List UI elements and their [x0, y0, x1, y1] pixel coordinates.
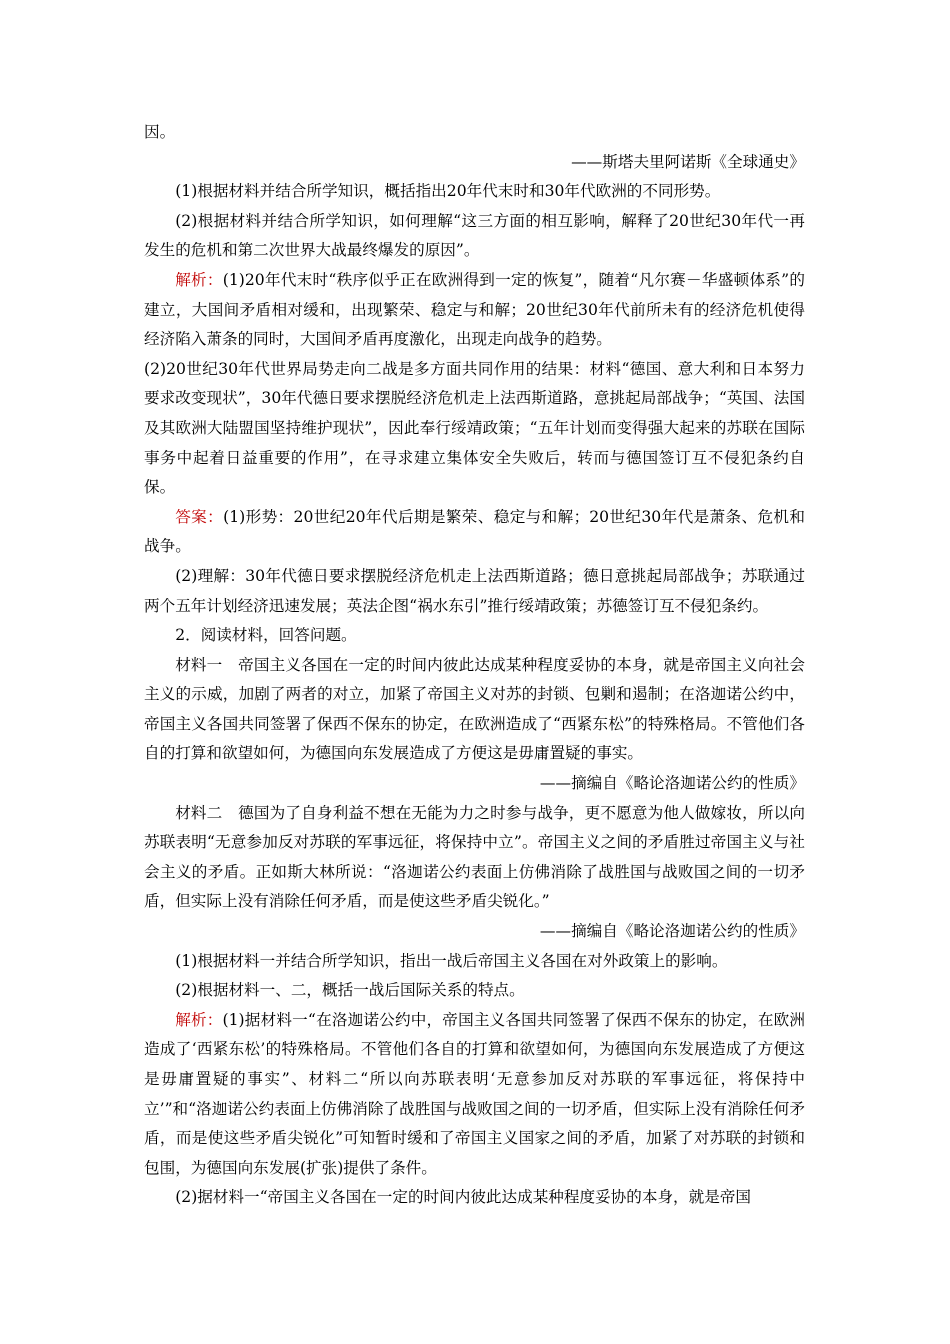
answer-label: 答案： — [175, 507, 224, 526]
analysis-label: 解析： — [175, 1010, 223, 1029]
analysis-label: 解析： — [175, 270, 223, 289]
q1-answer — [144, 503, 805, 562]
q1-analysis-part-1: (1)20年代末时“秩序似乎正在欧洲得到一定的恢复”，随着“凡尔赛－华盛顿体系”的建立，大国间矛盾相对缓和，出现繁荣、稳定与和解；20世纪30年代前所未有的经济危机使得经济陷入萧条的同时，大国间矛盾再度激化，出现走向战争的趋势。 — [144, 270, 805, 349]
q2-material-1: 材料一 帝国主义各国在一定的时间内彼此达成某种程度妥协的本身，就是帝国主义向社会主义的示威，加剧了两者的对立，加紧了帝国主义对苏的封锁、包剿和遏制；在洛迦诺公约中，帝国主义各国共同签署了保西不保东的协定，在欧洲造成了“西紧东松”的特殊格局。不管他们各自的打算和欲望如何，为德国向东发展造成了方便这是毋庸置疑的事实。 — [144, 655, 805, 763]
q1-subquestion-2: (2)根据材料并结合所学知识，如何理解“这三方面的相互影响，解释了20世纪30年代一再发生的危机和第二次世界大战最终爆发的原因”。 — [144, 211, 805, 260]
document-page — [144, 118, 805, 1213]
q1-analysis — [144, 266, 805, 355]
q1-subquestion-1: (1)根据材料并结合所学知识，概括指出20年代末时和30年代欧洲的不同形势。 — [175, 182, 721, 201]
q2-analysis-part-2: (2)据材料一“帝国主义各国在一定的时间内彼此达成某种程度妥协的本身，就是帝国 — [175, 1188, 752, 1207]
q1-answer-part-2: (2)理解：30年代德日要求摆脱经济危机走上法西斯道路；德日意挑起局部战争；苏联通过两个五年计划经济迅速发展；英法企图“祸水东引”推行绥靖政策；苏德签订互不侵犯条约。 — [144, 566, 805, 615]
q1-text-tail: 因。 — [144, 123, 176, 141]
q2-material-2: 材料二 德国为了自身利益不想在无能为力之时参与战争，更不愿意为他人做嫁妆，所以向苏联表明“无意参加反对苏联的军事远征，将保持中立”。帝国主义之间的矛盾胜过帝国主义与社会主义的矛盾。正如斯大林所说：“洛迦诺公约表面上仿佛消除了战胜国与战败国之间的一切矛盾，但实际上没有消除任何矛盾，而是使这些矛盾尖锐化。” — [144, 803, 805, 911]
q2-subquestion-1: (1)根据材料一并结合所学知识，指出一战后帝国主义各国在对外政策上的影响。 — [175, 951, 728, 970]
q2-analysis-part-1: (1)据材料一“在洛迦诺公约中，帝国主义各国共同签署了保西不保东的协定，在欧洲造成了‘西紧东松’的特殊格局。不管他们各自的打算和欲望如何，为德国向东发展造成了方便这是毋庸置疑的事实”、材料二“所以向苏联表明‘无意参加反对苏联的军事远征，将保持中立’”和“洛迦诺公约表面上仿佛消除了战胜国与战败国之间的一切矛盾，但实际上没有消除任何矛盾，而是使这些矛盾尖锐化”可知暂时缓和了帝国主义国家之间的矛盾，加紧了对苏联的封锁和包围，为德国向东发展(扩张)提供了条件。 — [144, 1010, 805, 1177]
q2-analysis — [144, 1006, 805, 1184]
q1-source: ——斯塔夫里阿诺斯《全球通史》 — [571, 152, 805, 171]
q1-analysis-part-2: (2)20世纪30年代世界局势走向二战是多方面共同作用的结果：材料“德国、意大利和日本努力要求改变现状”，30年代德日要求摆脱经济危机走上法西斯道路，意挑起局部战争；“英国、法国及其欧洲大陆盟国坚持维护现状”，因此奉行绥靖政策；“五年计划而变得强大起来的苏联在国际事务中起着日益重要的作用”，在寻求建立集体安全失败后，转而与德国签订互不侵犯条约自保。 — [144, 359, 805, 497]
q2-subquestion-2: (2)根据材料一、二，概括一战后国际关系的特点。 — [175, 981, 525, 1000]
q2-heading: 2．阅读材料，回答问题。 — [175, 626, 357, 645]
q1-answer-part-1: (1)形势：20世纪20年代后期是繁荣、稳定与和解；20世纪30年代是萧条、危机和战争。 — [144, 507, 805, 556]
q2-material-1-source: ——摘编自《略论洛迦诺公约的性质》 — [539, 774, 805, 793]
q2-material-2-source: ——摘编自《略论洛迦诺公约的性质》 — [539, 922, 805, 941]
